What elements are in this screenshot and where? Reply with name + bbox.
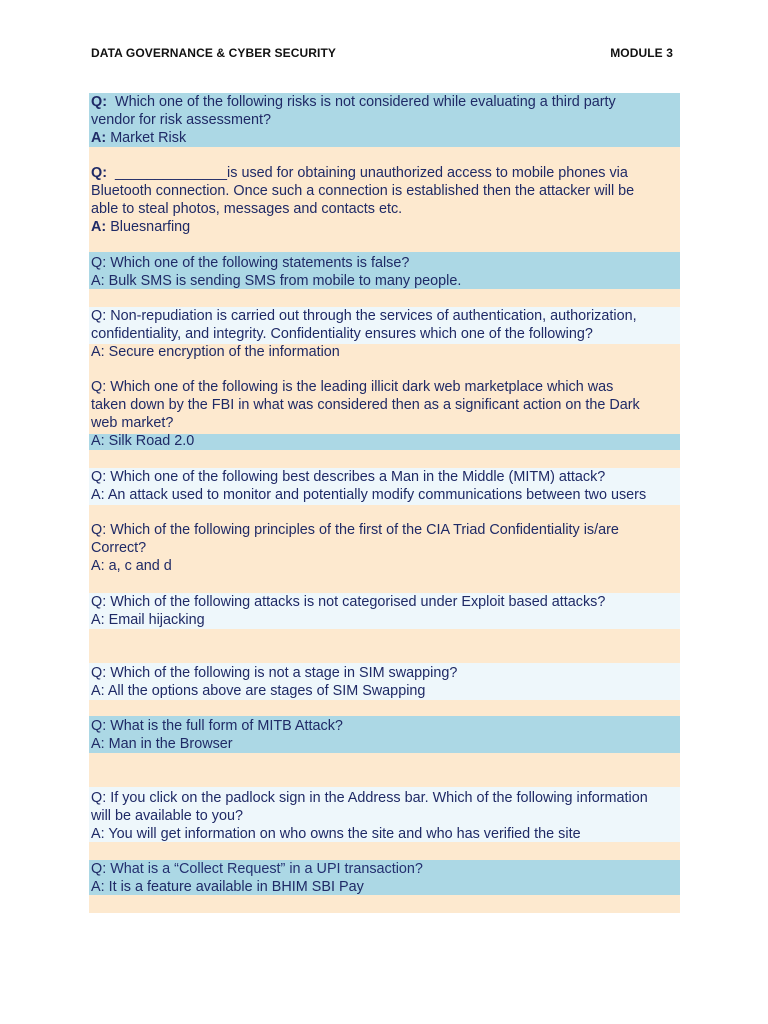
answer-line: A: Silk Road 2.0 [91,433,195,449]
question-line: web market? [91,415,174,431]
question-line: Q: Which of the following attacks is not categorised under Exploit based attacks? [91,594,606,610]
qa-band [89,895,680,913]
answer-line: A: Secure encryption of the information [91,344,340,360]
question-line: able to steal photos, messages and contacts etc. [91,201,403,217]
question-line: vendor for risk assessment? [91,112,271,128]
question-line: Q: Which one of the following is the leading illicit dark web marketplace which was [91,379,614,395]
qa-band [89,289,680,307]
answer-line: A: Email hijacking [91,612,205,628]
question-line: Q: What is a “Collect Request” in a UPI transaction? [91,861,423,877]
module-label: MODULE 3 [610,46,673,60]
question-line: Q: Which one of the following risks is not considered while evaluating a third party [91,94,616,110]
document-title: DATA GOVERNANCE & CYBER SECURITY [91,46,336,60]
answer-line: A: An attack used to monitor and potentially modify communications between two users [91,487,647,503]
question-line: Bluetooth connection. Once such a connection is established then the attacker will be [91,183,635,199]
question-line: Q: Non-repudiation is carried out through the services of authentication, authorization, [91,308,637,324]
question-line: Q: If you click on the padlock sign in the Address bar. Which of the following information [91,790,648,806]
question-line: Q: Which of the following principles of the first of the CIA Triad Confidentiality is/are [91,522,619,538]
qa-band [89,753,680,787]
answer-line: A: a, c and d [91,558,172,574]
question-line: Correct? [91,540,147,556]
qa-band [89,842,680,860]
question-line: confidentiality, and integrity. Confidentiality ensures which one of the following? [91,326,593,342]
answer-line: A: Man in the Browser [91,736,233,752]
question-line: Q: Which one of the following statements is false? [91,255,410,271]
qa-band [89,700,680,716]
answer-line: A: It is a feature available in BHIM SBI Pay [91,879,364,895]
answer-line: A: Bulk SMS is sending SMS from mobile to many people. [91,273,462,289]
answer-line: A: Market Risk [91,130,187,146]
question-line: Q: ______________is used for obtaining unauthorized access to mobile phones via [91,165,628,181]
question-line: taken down by the FBI in what was considered then as a significant action on the Dark [91,397,640,413]
question-line: will be available to you? [91,808,243,824]
answer-line: A: You will get information on who owns the site and who has verified the site [91,826,581,842]
question-line: Q: What is the full form of MITB Attack? [91,718,343,734]
question-line: Q: Which one of the following best describes a Man in the Middle (MITM) attack? [91,469,606,485]
answer-line: A: Bluesnarfing [91,219,191,235]
qa-band [89,450,680,468]
question-line: Q: Which of the following is not a stage in SIM swapping? [91,665,458,681]
qa-band [89,629,680,663]
answer-line: A: All the options above are stages of SIM Swapping [91,683,426,699]
